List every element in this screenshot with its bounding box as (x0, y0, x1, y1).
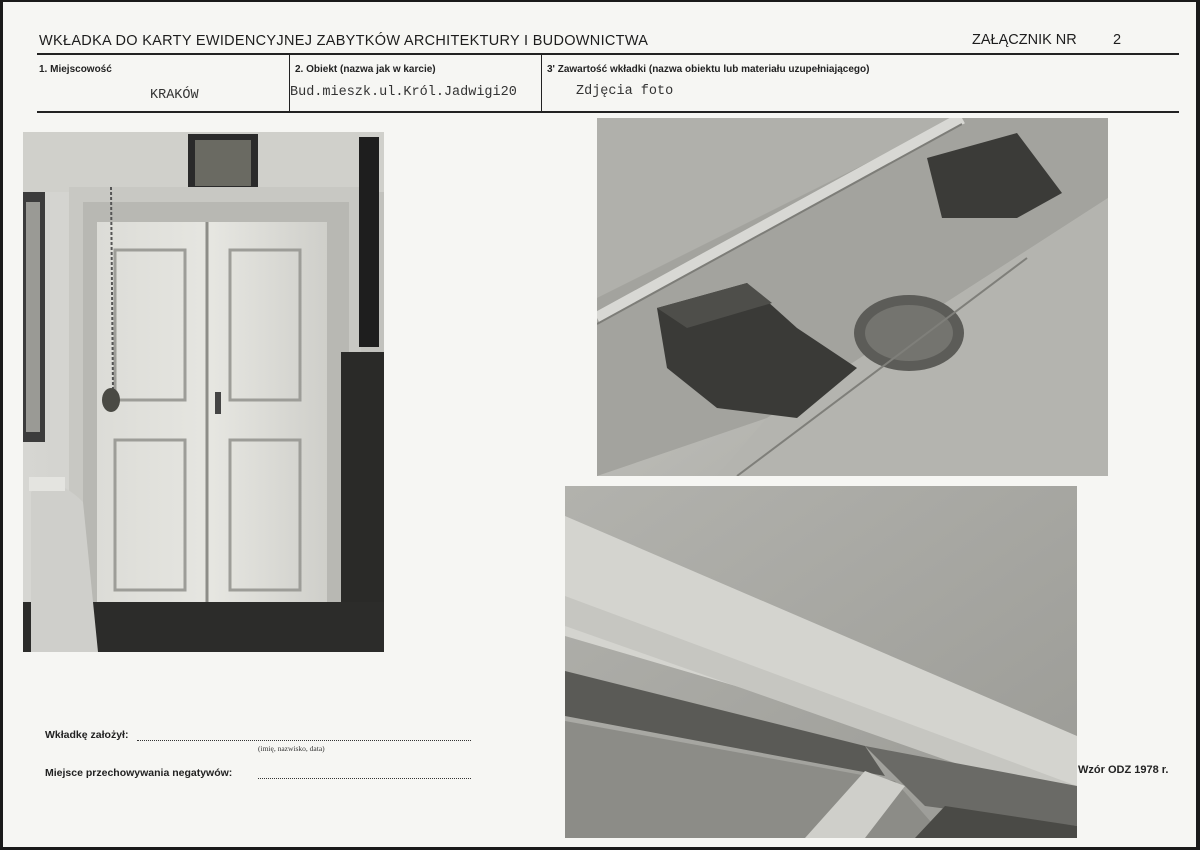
field-divider-1 (289, 55, 290, 111)
object-label: 2. Obiekt (nazwa jak w karcie) (295, 64, 436, 75)
object-value: Bud.mieszk.ul.Król.Jadwigi20 (290, 85, 517, 100)
annex-label: ZAŁĄCZNIK NR (972, 32, 1077, 48)
annex-number: 2 (1113, 32, 1122, 48)
prepared-by-label: Wkładkę założył: (45, 729, 129, 741)
photo-pipe-brackets (597, 118, 1108, 476)
fields-bottom-rule (37, 111, 1179, 113)
content-label: 3' Zawartość wkładki (nazwa obiektu lub materiału uzupełniającego) (547, 64, 870, 75)
negatives-label: Miejsce przechowywania negatywów: (45, 767, 233, 779)
photo-doorway (23, 132, 384, 652)
prepared-by-line (137, 740, 471, 741)
header-rule (37, 53, 1179, 55)
photo-ceiling-beams (565, 486, 1077, 838)
record-sheet (3, 2, 1196, 847)
document-title: WKŁADKA DO KARTY EWIDENCYJNEJ ZABYTKÓW ARCHITEKTURY I BUDOWNICTWA (39, 33, 649, 49)
content-value: Zdjęcia foto (576, 84, 674, 99)
negatives-line (258, 778, 471, 779)
locality-value: KRAKÓW (150, 88, 199, 103)
locality-label: 1. Miejscowość (39, 64, 112, 75)
prepared-by-hint: (imię, nazwisko, data) (258, 744, 325, 753)
form-model: Wzór ODZ 1978 r. (1078, 764, 1169, 776)
field-divider-2 (541, 55, 542, 111)
